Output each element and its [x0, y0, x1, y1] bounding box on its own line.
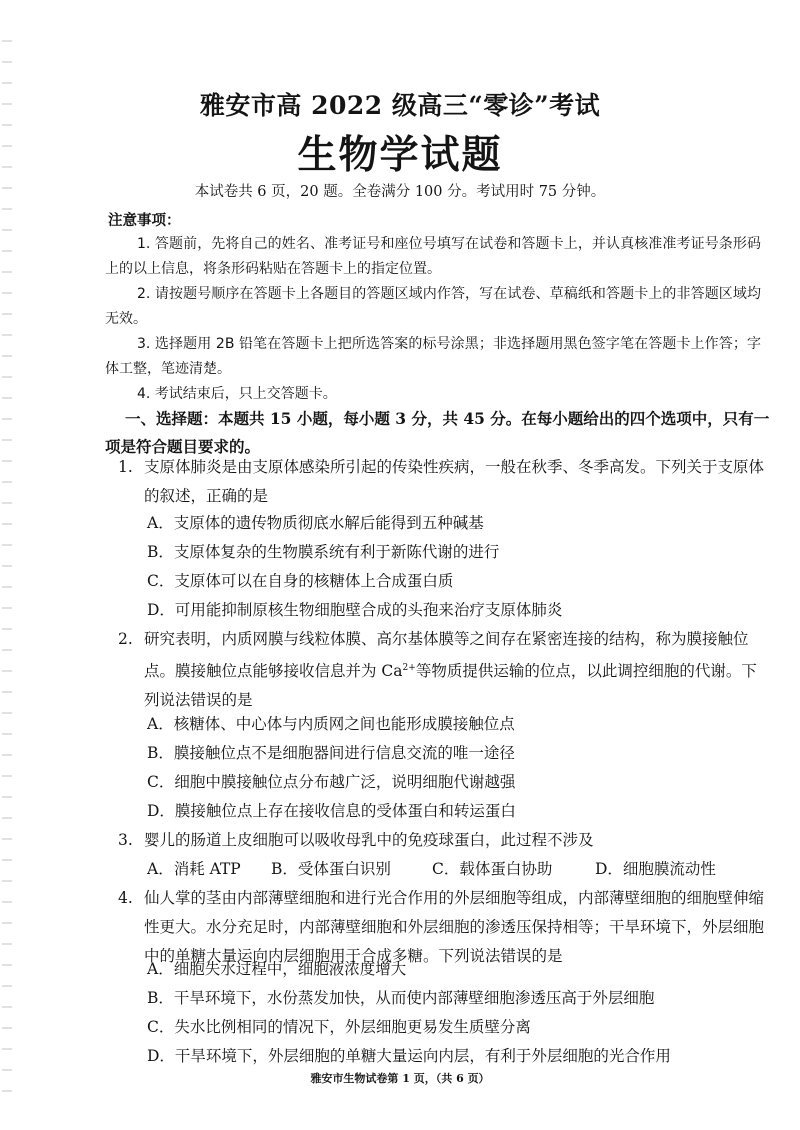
question-3-option-c: C．载体蛋白协助	[432, 860, 553, 878]
question-number: 1.	[118, 458, 133, 476]
question-4-option-b: B．干旱环境下，水份蒸发加快，从而使内部薄壁细胞渗透压高于外层细胞	[147, 989, 655, 1007]
question-4-option-d: D．干旱环境下，外层细胞的单糖大量运向内层，有利于外层细胞的光合作用	[147, 1047, 671, 1065]
question-3-option-d: D．细胞膜流动性	[595, 860, 716, 878]
superscript: 2+	[402, 663, 416, 673]
question-text	[118, 625, 772, 715]
question-1-option-b: B．支原体复杂的生物膜系统有利于新陈代谢的进行	[147, 543, 500, 561]
question-1-stem	[118, 453, 772, 511]
question-number: 4.	[118, 889, 133, 907]
question-number: 2.	[118, 630, 133, 648]
question-4-option-c: C．失水比例相同的情况下，外层细胞更易发生质壁分离	[147, 1018, 531, 1036]
exam-info: 本试卷共 6 页，20 题。全卷满分 100 分。考试用时 75 分钟。	[194, 184, 606, 200]
question-3-stem	[118, 826, 772, 855]
question-1-option-a: A．支原体的遗传物质彻底水解后能得到五种碱基	[147, 514, 484, 532]
notes-heading: 注意事项：	[108, 212, 181, 229]
question-3-options	[147, 855, 767, 884]
page-footer: 雅安市生物试卷第 1 页，（共 6 页）	[310, 1072, 490, 1085]
question-2-option-a: A．核糖体、中心体与内质网之间也能形成膜接触位点	[147, 715, 515, 733]
question-text-part: 研究表明，内质网膜与线粒体膜、高尔基体膜等之间存在紧密连接的结构，称为膜接触位点。膜接触位点能够接收信息并为 Ca	[144, 630, 749, 681]
question-text: 仙人掌的茎由内部薄壁细胞和进行光合作用的外层细胞等组成，内部薄壁细胞的细胞壁伸缩性更大。水分充足时，内部薄壁细胞和外层细胞的渗透压保持相等；干旱环境下，外层细胞中的单糖大量运向内层细胞用于合成多糖。下列说法错误的是	[144, 889, 765, 965]
note-item: 3. 选择题用 2B 铅笔在答题卡上把所选答案的标号涂黑；非选择题用黑色签字笔在答题卡上作答；字体工整，笔迹清楚。	[105, 336, 761, 377]
section-heading: 一、选择题：本题共 15 小题，每小题 3 分，共 45 分。在每小题给出的四个选项中，只有一项是符合题目要求的。	[105, 409, 770, 456]
question-2-option-d: D．膜接触位点上存在接收信息的受体蛋白和转运蛋白	[147, 802, 516, 820]
question-2-option-c: C．细胞中膜接触位点分布越广泛，说明细胞代谢越强	[147, 773, 516, 791]
question-2-option-b: B．膜接触位点不是细胞器间进行信息交流的唯一途径	[147, 744, 515, 762]
question-number: 3.	[118, 831, 133, 849]
question-1-option-d: D．可用能抑制原核生物细胞壁合成的头孢来治疗支原体肺炎	[147, 601, 563, 619]
question-text: 婴儿的肠道上皮细胞可以吸收母乳中的免疫球蛋白，此过程不涉及	[144, 831, 594, 849]
note-item: 2. 请按题号顺序在答题卡上各题目的答题区域内作答，写在试卷、草稿纸和答题卡上的非答题区域均无效。	[105, 286, 761, 327]
question-3-option-b: B．受体蛋白识别	[271, 860, 391, 878]
subject-title: 生物学试题	[297, 132, 503, 178]
exam-title: 雅安市高 2022 级高三“零诊”考试	[199, 91, 601, 120]
question-text-part: 等物质提供运输的位点，以此调控细胞的代谢。下列说法错误的是	[144, 662, 757, 710]
question-1-option-c: C．支原体可以在自身的核糖体上合成蛋白质	[147, 572, 454, 590]
question-4-option-a: A．细胞失水过程中，细胞液浓度增大	[147, 960, 407, 978]
question-text: 支原体肺炎是由支原体感染所引起的传染性疾病，一般在秋季、冬季高发。下列关于支原体的叙述，正确的是	[144, 458, 765, 505]
note-item: 1. 答题前，先将自己的姓名、准考证号和座位号填写在试卷和答题卡上，并认真核准准考证号条形码上的以上信息，将条形码粘贴在答题卡上的指定位置。	[105, 236, 761, 277]
question-3-option-a: A．消耗 ATP	[147, 860, 241, 878]
question-2-stem	[118, 625, 772, 715]
note-item: 4. 考试结束后，只上交答题卡。	[137, 386, 337, 402]
